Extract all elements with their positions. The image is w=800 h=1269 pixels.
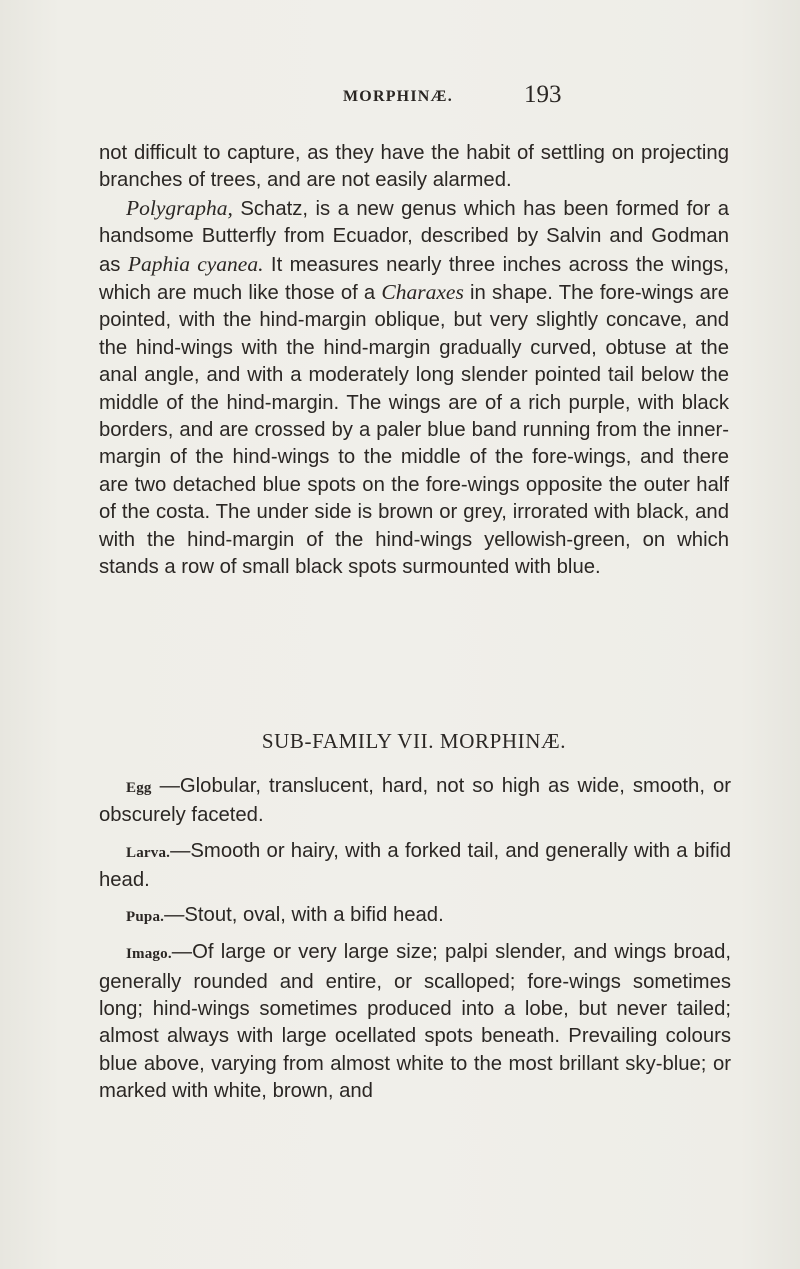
paragraph-text-part: in shape. The fore-wings are pointed, with the hind-margin oblique, but very slightly concave, and the hind-wings with the hind-margin gradually curved, obtuse at the anal angle, and with a moderately long slender pointed tail below the middle of the hind-margin. The wings are of a rich purple, with black borders, and are crossed by a paler blue band running from the inner-margin of the hind-wings to the middle of the fore-wings, and there are two detached blue spots on the fore-wings opposite the outer half of the costa. The under side is brown or grey, irrorated with black, and with the hind-margin of the hind-wings yellowish-green, on which stands a row of small black spots surmounted with blue. [99, 282, 729, 579]
definition-term: Imago. [126, 946, 172, 963]
page-number: 193 [524, 81, 562, 108]
paragraph-text-part: Schatz, is a new genus which has been formed for a handsome Butterfly from Ecuador, described by Salvin and Godman as [99, 197, 729, 276]
definition-egg [99, 773, 731, 830]
genus-name-charaxes: Charaxes [381, 280, 464, 305]
definition-text: —Stout, oval, with a bifid head. [164, 904, 444, 927]
running-title: MORPHINÆ. [343, 88, 453, 105]
definition-pupa [99, 902, 731, 931]
definition-term: Larva. [126, 844, 171, 861]
paragraph-text-part: It measures nearly three inches across the wings, which are much like those of a [99, 253, 729, 305]
paragraph-polygrapha [99, 195, 729, 582]
definition-text: —Globular, translucent, hard, not so high as wide, smooth, or obscurely faceted. [99, 775, 731, 827]
definitions-list [99, 773, 731, 1113]
genus-name: Polygrapha, [126, 195, 233, 220]
paragraph-continuation: not difficult to capture, as they have the habit of settling on projecting branches of trees, and are not easily alarmed. [99, 142, 729, 192]
page-header [0, 80, 800, 116]
species-name: Paphia cyanea. [127, 251, 264, 276]
definition-larva [99, 838, 731, 895]
body-text [99, 140, 729, 582]
section-heading: SUB-FAMILY VII. MORPHINÆ. [261, 729, 567, 753]
definition-imago [99, 939, 731, 1105]
definition-term: Pupa. [126, 909, 165, 926]
definition-term: Egg [126, 780, 152, 796]
definition-text: —Smooth or hairy, with a forked tail, and generally with a bifid head. [99, 839, 731, 891]
definition-text: —Of large or very large size; palpi slender, and wings broad, generally rounded and entire, or scalloped; fore-wings sometimes long; hind-wings sometimes produced into a lobe, but never tailed; almost always with large ocellated spots beneath. Prevailing colours blue above, varying from almost white to the most brillant sky-blue; or marked with white, brown, and [99, 941, 731, 1102]
